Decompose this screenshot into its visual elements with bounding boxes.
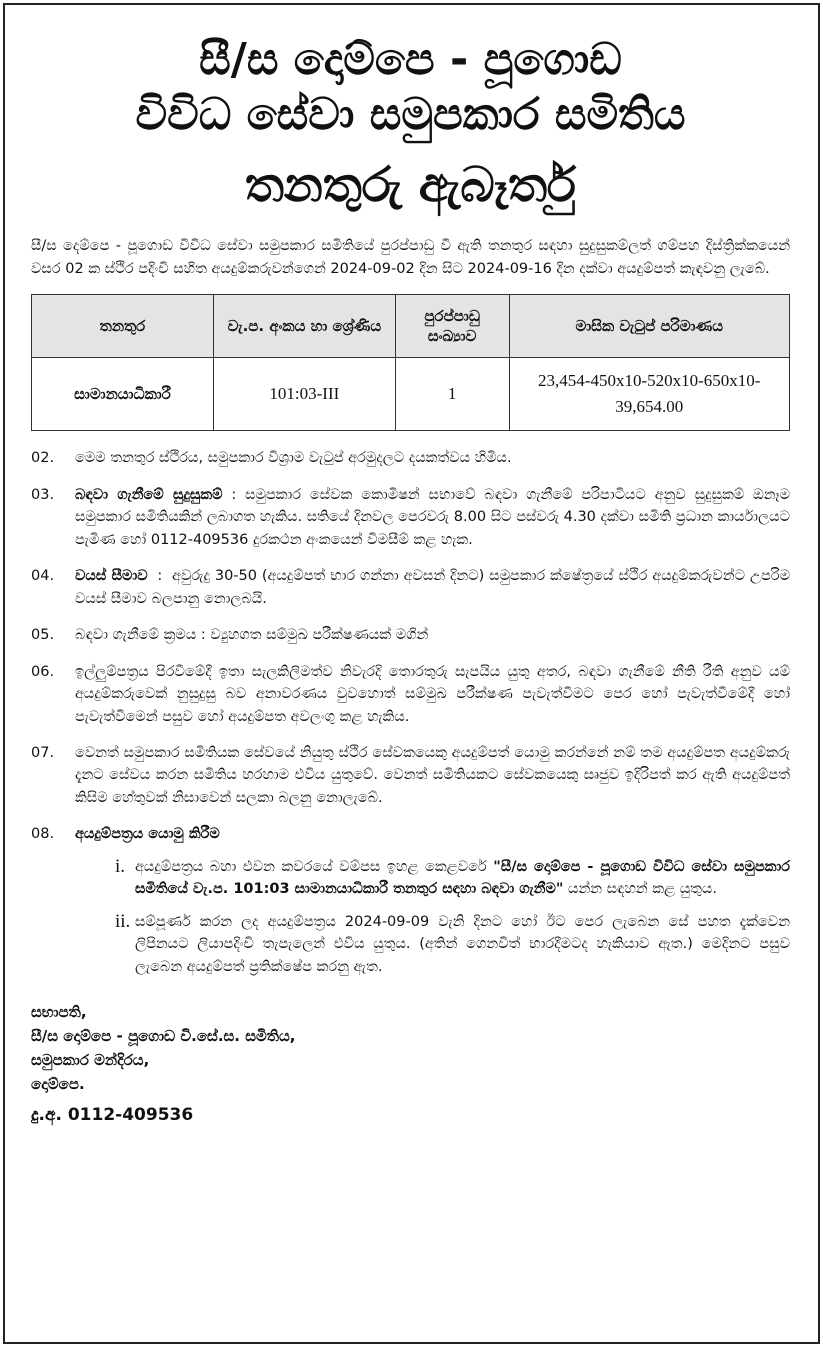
item-label: අයදුම්පත්‍රය යොමු කිරීම — [75, 826, 220, 843]
cell-position: සාමානයාධිකාරී — [32, 358, 214, 431]
item-text: වෙනත් සමුපකාර සමිතියක සේවයේ නියුතු ස්ථිර සේවකයෙකු අයදුම්පත් යොමු කරන්නේ නම් තම අයදුම්පත අයදුම්කරු දැනට සේවය කරන සමිතිය හරහාම එවිය යුතුවේ. වෙනත් සමිතියකට සේවකයෙකු සෘජුව ඉදිරිපත් කර ඇති අයදුම්පත් කිසිම හේතුවක් නිසාවෙන් සලකා බලනු නොලැබේ. — [75, 745, 790, 806]
signature-society: සී/ස දොම්පෙ - පූගොඩ වි.සේ.ස. සමිතිය, — [31, 1027, 296, 1046]
item-body — [75, 484, 790, 551]
cell-vacancies: 1 — [395, 358, 509, 431]
col-header-position: තනතුර — [32, 295, 214, 358]
sub-item-number: i. — [115, 855, 126, 877]
list-item — [31, 742, 790, 809]
item-label: වයස් සීමාව — [75, 568, 148, 585]
item-number: 06. — [31, 663, 55, 680]
item-number: 08. — [31, 826, 55, 843]
sub-item-bold-text: "සී/ස දොම්පෙ - පූගොඩ විවිධ සේවා සමුපකාර සමිතියේ වැ.ප. 101:03 සාමානයාධිකාරී තනතුර සඳහා බඳවා ගැනීම" — [135, 858, 790, 898]
col-header-grade: වැ.ප. අංකය හා ශ්‍රේණිය — [213, 295, 395, 358]
title-society-location: සී/ස දොම්පෙ - පූගොඩ — [199, 34, 622, 85]
table-row — [32, 358, 790, 431]
list-item — [31, 823, 790, 978]
col-header-vacancies: පුරප්පාඩු සංඛ්‍යාව — [395, 295, 509, 358]
signature-building: සමුපකාර මන්දිරය, — [31, 1051, 150, 1070]
item-text: බඳවා ගැනීමේ ක්‍රමය : ව්‍යුහගත සම්මුඛ පරීක්ෂණයක් මගින් — [75, 627, 429, 644]
sub-item-text: අයදුම්පත්‍රය බහා එවන කවරයේ වම්පස ඉහළ කෙළවරේ — [135, 858, 494, 875]
title-vacancies: තනතුරු ඇබෑර්තු — [244, 157, 577, 214]
title-society-name: විවිධ සේවා සමුපකාර සමිතිය — [135, 88, 686, 140]
cell-grade: 101:03-III — [213, 358, 395, 431]
item-number: 05. — [31, 627, 55, 644]
item-separator: : — [147, 568, 173, 585]
signature-title: සභාපති, — [31, 1003, 87, 1022]
list-item — [31, 484, 790, 551]
sub-item-text: යන්න සඳහන් කළ යුතුය. — [563, 881, 717, 898]
signature-town: දොම්පෙ. — [31, 1075, 85, 1094]
table-header-row — [32, 295, 790, 358]
cell-salary: 23,454-450x10-520x10-650x10-39,654.00 — [509, 358, 790, 431]
signature-phone: දු.අ. 0112-409536 — [31, 1105, 194, 1126]
list-item — [31, 624, 790, 646]
item-body — [75, 565, 790, 610]
item-text: අවුරුදු 30-50 (අයදුම්පත් භාර ගන්නා අවසන් දිනට) සමුපකාර ක්ෂේත්‍රයේ ස්ථිර අයදුම්කරුවන්ට උපරිම වයස් සීමාව බලපානු නොලබයි. — [75, 568, 790, 607]
sub-item — [115, 911, 790, 978]
advertisement-page — [3, 3, 820, 1344]
item-text: ඉල්ලුම්පත්‍රය පිරවීමේදී ඉතා සැලකිලිමත්ව නිවැරදි තොරතුරු සැපයිය යුතු අතර, බඳවා ගැනීමේ නීති රීති අනුව යම් අයදුම්කරුවෙක් නුසුදුසු බව අනාවරණය වුවහොත් සම්මුඛ පරීක්ෂණ පැවැත්වීමට පෙර හෝ පැවැත්වීමේදී හෝ පැවැත්වීමෙන් පසුව හෝ අයදුම්පත අවලංගු කළ හැකිය. — [75, 663, 790, 725]
sub-item-number: ii. — [115, 910, 131, 932]
item-body — [75, 823, 790, 978]
item-text: : සමුපකාර සේවක කොමිෂන් සභාවේ බඳවා ගැනීමේ පරිපාටියට අනුව සුදුසුකම් ඔනෑම සමුපකාර සමිතියකින් ලබාගත හැකිය. සතියේ දිනවල පෙරවරු 8.00 සිට පස්වරු 4.30 දක්වා සමිති ප්‍රධාන කාර්යාලයට පැමිණ හෝ 0112-409536 දුරකථන අංකයෙන් විමසීම් කළ හැක. — [75, 486, 791, 548]
item-number: 04. — [31, 568, 55, 585]
item-number: 03. — [31, 486, 55, 503]
list-item — [31, 661, 790, 728]
header — [31, 35, 790, 213]
list-item — [31, 447, 790, 469]
item-number: 07. — [31, 745, 55, 761]
list-item — [31, 565, 790, 610]
item-number: 02. — [31, 450, 55, 467]
item-label: බඳවා ගැනීමේ සුදුසුකම් — [75, 486, 223, 503]
conditions-list — [31, 447, 790, 978]
signature-block — [31, 1000, 790, 1129]
vacancy-table — [31, 294, 790, 431]
sub-item-body — [135, 856, 790, 901]
col-header-salary: මාසික වැටුප් පරිමාණය — [509, 295, 790, 358]
sub-item-text: සම්පූර්ණ කරන ලද අයදුම්පත්‍රය 2024-09-09 වැනි දිනට හෝ ඊට පෙර ලැබෙන සේ පහත දැක්වෙන ලිපිනයට ලියාපදිංචි තැපැලෙන් එවිය යුතුය. (අතින් ගෙනවිත් භාරදීමටද හැකියාව ඇත.) මෙදිනට පසුව ලැබෙන අයදුම්පත් ප්‍රතික්ෂේප කරනු ඇත. — [135, 913, 790, 975]
intro-paragraph: සී/ස දෙම්පෙ - පූගොඩ විවිධ සේවා සමුපකාර සමිතියේ පුරප්පාඩු වී ඇති තනතුර සඳහා සුදුසුකම්ලත් ගම්පහ දිස්ත්‍රික්කයෙන් වසර 02 ක ස්ථිර පදිංචි සහිත අයදුම්කරුවන්ගෙන් 2024-09-02 දින සිට 2024-09-16 දින දක්වා අයදුම්පත් කැඳවනු ලැබේ. — [31, 238, 790, 277]
item-text: මෙම තනතුර ස්ථිරය, සමුපකාර විශ්‍රාම වැටුප් අරමුදලට දයකත්වය හිමිය. — [75, 450, 512, 467]
sub-item — [115, 856, 790, 901]
